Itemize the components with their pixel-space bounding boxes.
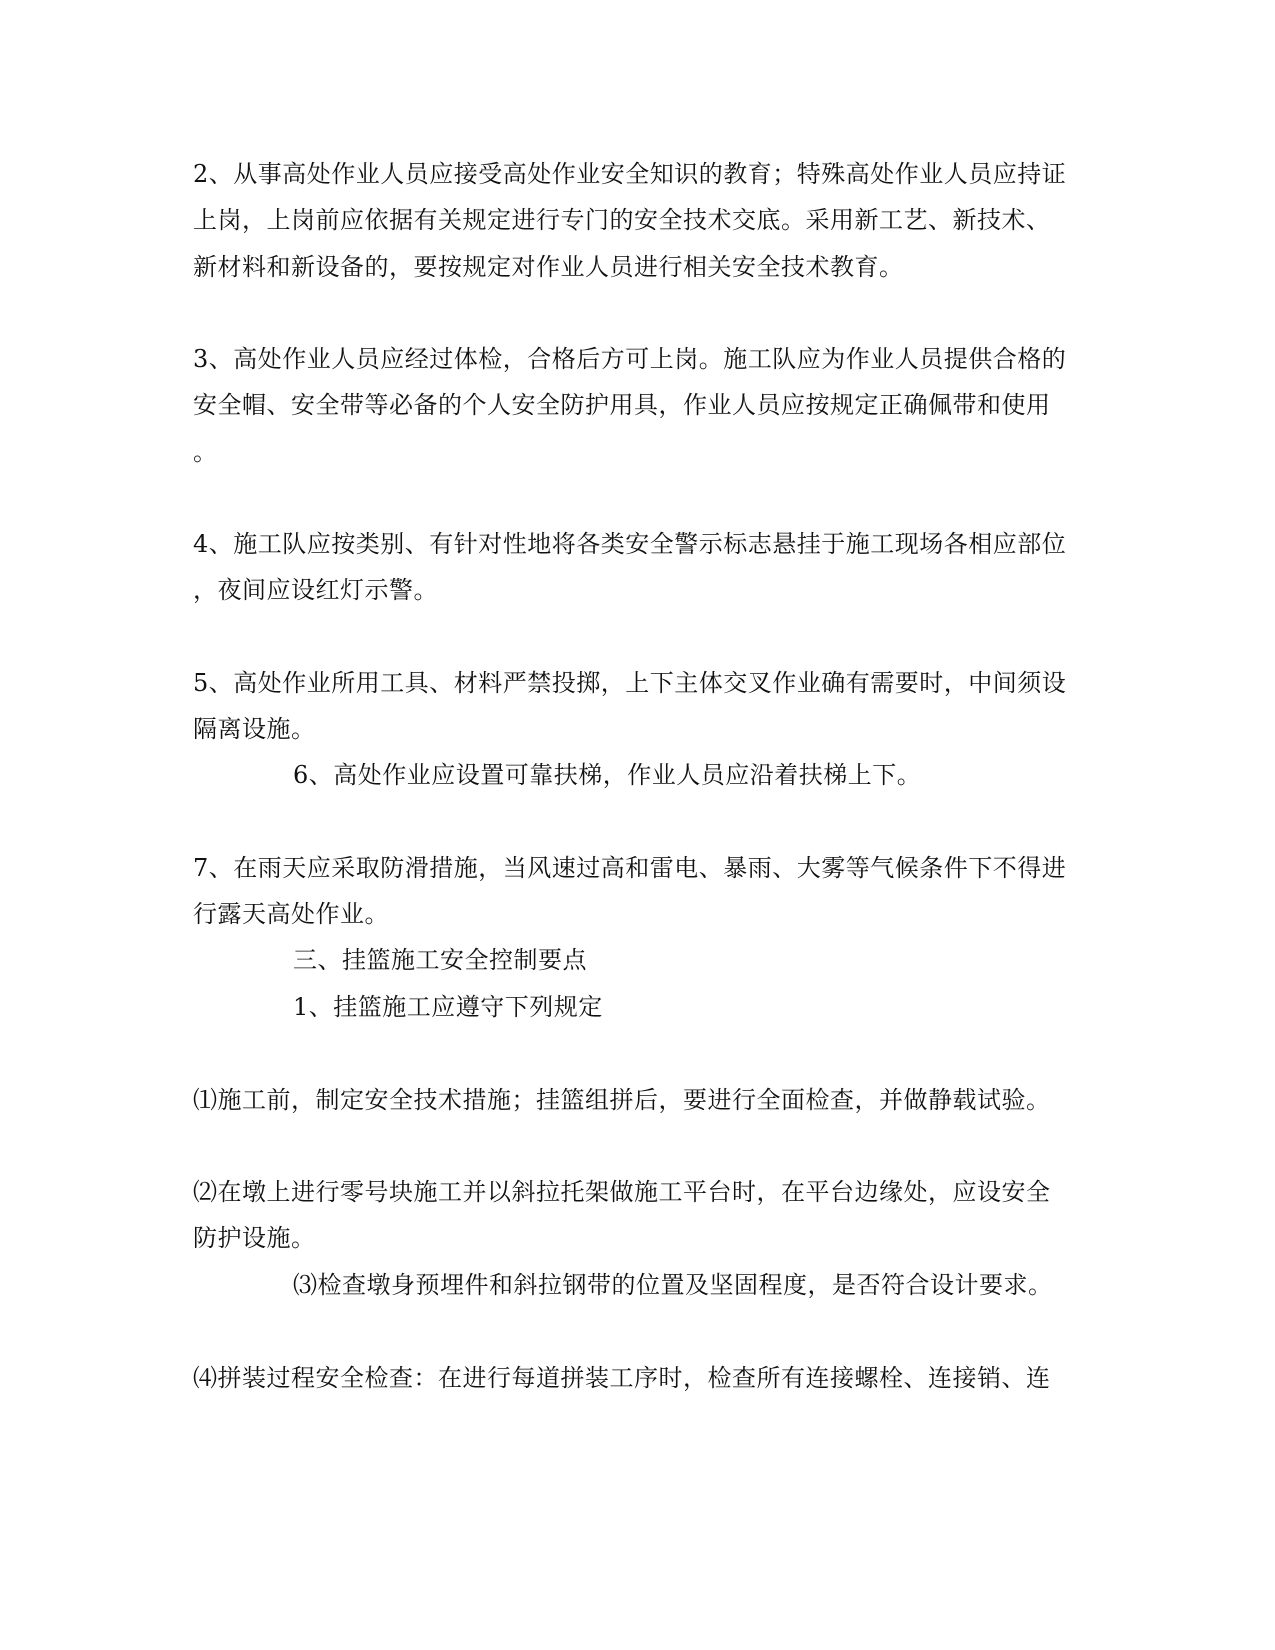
item-3-line-1: ⑶检查墩身预埋件和斜拉钢带的位置及坚固程度，是否符合设计要求。 [293, 1271, 1053, 1299]
item-4-line-1: ⑷拼装过程安全检查：在进行每道拼装工序时，检查所有连接螺栓、连接销、连 [193, 1364, 1051, 1392]
subsection-heading: 1、挂篮施工应遵守下列规定 [293, 993, 603, 1021]
paragraph-5-line-2: 隔离设施。 [193, 715, 316, 743]
paragraph-7-line-2: 行露天高处作业。 [193, 900, 389, 928]
item-2-line-1: ⑵在墩上进行零号块施工并以斜拉托架做施工平台时，在平台边缘处，应设安全 [193, 1178, 1051, 1206]
item-1-line-1: ⑴施工前，制定安全技术措施；挂篮组拼后，要进行全面检查，并做静载试验。 [193, 1086, 1051, 1114]
paragraph-4-line-1: 4、施工队应按类别、有针对性地将各类安全警示标志悬挂于施工现场各相应部位 [193, 530, 1067, 558]
paragraph-2-line-3: 新材料和新设备的，要按规定对作业人员进行相关安全技术教育。 [193, 253, 904, 281]
paragraph-3-line-3: 。 [193, 438, 218, 466]
paragraph-4-line-2: ，夜间应设红灯示警。 [193, 576, 438, 604]
section-heading: 三、挂篮施工安全控制要点 [293, 946, 587, 974]
paragraph-6-line-1: 6、高处作业应设置可靠扶梯，作业人员应沿着扶梯上下。 [293, 761, 922, 789]
paragraph-3-line-1: 3、高处作业人员应经过体检，合格后方可上岗。施工队应为作业人员提供合格的 [193, 345, 1067, 373]
paragraph-2-line-1: 2、从事高处作业人员应接受高处作业安全知识的教育；特殊高处作业人员应持证 [193, 160, 1067, 188]
paragraph-7-line-1: 7、在雨天应采取防滑措施，当风速过高和雷电、暴雨、大雾等气候条件下不得进 [193, 854, 1067, 882]
paragraph-2-line-2: 上岗，上岗前应依据有关规定进行专门的安全技术交底。采用新工艺、新技术、 [193, 206, 1051, 234]
item-2-line-2: 防护设施。 [193, 1224, 316, 1252]
paragraph-3-line-2: 安全帽、安全带等必备的个人安全防护用具，作业人员应按规定正确佩带和使用 [193, 391, 1051, 419]
paragraph-5-line-1: 5、高处作业所用工具、材料严禁投掷，上下主体交叉作业确有需要时，中间须设 [193, 669, 1067, 697]
